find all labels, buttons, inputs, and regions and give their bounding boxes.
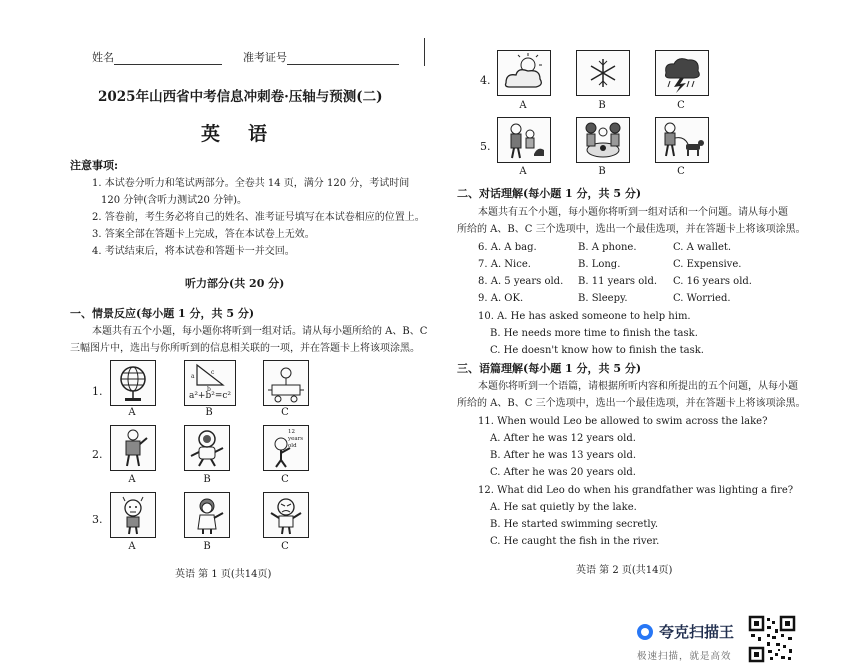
svg-text:a: a (191, 373, 195, 380)
section2-instr-2: 所给的 A、B、C 三个选项中，选出一个最佳选项，并在答题卡上将该项涂黑。 (457, 224, 806, 235)
exam-no-label: 准考证号 (243, 51, 287, 64)
section3-instr-2: 所给的 A、B、C 三个选项中，选出一个最佳选项，并在答题卡上将该项涂黑。 (457, 398, 806, 409)
choice-label-a: A (519, 100, 527, 111)
choice-label-a: A (128, 541, 136, 552)
question-number: 2. (92, 448, 103, 461)
q10-option-a[interactable]: 10. A. He has asked someone to help him. (478, 311, 691, 322)
brand-logo-icon (637, 624, 653, 640)
listening-heading: 听力部分(共 20 分) (185, 277, 285, 290)
q12-question: 12. What did Leo do when his grandfather was lighting a fire? (478, 485, 794, 496)
q9-option-c[interactable]: C. Worried. (673, 293, 731, 304)
q11-option-a[interactable]: A. After he was 12 years old. (490, 433, 636, 444)
q6-option-b[interactable]: B. A phone. (578, 242, 637, 253)
brand-name: 夸克扫描王 (659, 623, 735, 641)
exam-title: 2025年山西省中考信息冲刺卷·压轴与预测(二) (98, 89, 383, 105)
section1-heading: 一、情景反应(每小题 1 分，共 5 分) (70, 307, 255, 320)
q10-option-b[interactable]: B. He needs more time to finish the task. (490, 328, 698, 339)
question-number: 1. (92, 385, 103, 398)
choice-label-c: C (281, 474, 289, 485)
section3-instr-1: 本题你将听到一个语篇，请根据所听内容和所提出的五个问题，从每小题 (478, 381, 798, 392)
q7-option-b[interactable]: B. Long. (578, 259, 621, 270)
q10-option-c[interactable]: C. He doesn't know how to finish the task. (490, 345, 704, 356)
name-label: 姓名 (92, 51, 114, 64)
boy-age-icon[interactable] (263, 425, 309, 471)
question-number: 3. (92, 513, 103, 526)
nervous-boy-icon[interactable] (110, 492, 156, 538)
section3-heading: 三、语篇理解(每小题 1 分，共 5 分) (457, 362, 642, 375)
footer-page-1: 英语 第 1 页(共14页) (175, 569, 272, 580)
notes-item-1: 1. 本试卷分听力和笔试两部分。全卷共 14 页，满分 120 分，考试时间 (92, 178, 410, 189)
choice-label-c: C (281, 407, 289, 418)
storm-cloud-icon[interactable] (655, 50, 709, 96)
section2-instr-1: 本题共有五个小题，每小题你将听到一组对话和一个问题。请从每小题 (478, 207, 788, 218)
choice-label-b: B (598, 166, 606, 177)
physics-circuit-icon[interactable] (263, 360, 309, 406)
angry-boy-icon[interactable] (263, 492, 309, 538)
choice-label-b: B (205, 407, 213, 418)
choice-label-c: C (677, 166, 685, 177)
brand-slogan: 极速扫描，就是高效 (637, 651, 732, 662)
q11-question: 11. When would Leo be allowed to swim across the lake? (478, 416, 768, 427)
snowflake-icon[interactable] (576, 50, 630, 96)
page-2 (430, 0, 860, 670)
choice-label-c: C (281, 541, 289, 552)
q9-option-b[interactable]: B. Sleepy. (578, 293, 628, 304)
q6-option-a[interactable]: 6. A. A bag. (478, 242, 537, 253)
name-line[interactable] (114, 64, 222, 65)
question-number: 4. (480, 74, 491, 87)
formula-text: a²+b²=c² (188, 391, 232, 401)
boy-age-text: 12 years old (288, 429, 304, 449)
notes-item-1b: 120 分钟(含听力测试20 分钟)。 (101, 195, 247, 206)
man-drinking-icon[interactable] (110, 425, 156, 471)
choice-label-a: A (128, 474, 136, 485)
q11-option-b[interactable]: B. After he was 13 years old. (490, 450, 637, 461)
family-with-dog-icon[interactable] (576, 117, 630, 163)
section1-instr-2: 三幅图片中，选出与你所听到的信息相关联的一项，并在答题卡上将该项涂黑。 (70, 343, 420, 354)
q8-option-b[interactable]: B. 11 years old. (578, 276, 658, 287)
people-with-cat-icon[interactable] (497, 117, 551, 163)
choice-label-b: B (203, 541, 211, 552)
q8-option-a[interactable]: 8. A. 5 years old. (478, 276, 564, 287)
globe-icon[interactable] (110, 360, 156, 406)
notes-heading: 注意事项: (70, 159, 119, 172)
section1-instr-1: 本题共有五个小题，每小题你将听到一组对话。请从每小题所给的 A、B、C (92, 326, 428, 337)
girl-pointing-icon[interactable] (184, 492, 230, 538)
header-fields (92, 50, 399, 65)
choice-label-b: B (598, 100, 606, 111)
boy-walking-dog-icon[interactable] (655, 117, 709, 163)
section2-heading: 二、对话理解(每小题 1 分，共 5 分) (457, 187, 642, 200)
q11-option-c[interactable]: C. After he was 20 years old. (490, 467, 636, 478)
choice-label-c: C (677, 100, 685, 111)
question-number: 5. (480, 140, 491, 153)
q12-option-b[interactable]: B. He started swimming secretly. (490, 519, 659, 530)
q12-option-c[interactable]: C. He caught the fish in the river. (490, 536, 660, 547)
choice-label-b: B (203, 474, 211, 485)
q6-option-c[interactable]: C. A wallet. (673, 242, 732, 253)
choice-label-a: A (128, 407, 136, 418)
notes-item-2: 2. 答卷前，考生务必将自己的姓名、准考证号填写在本试卷相应的位置上。 (92, 212, 425, 223)
q8-option-c[interactable]: C. 16 years old. (673, 276, 752, 287)
page-divider (424, 38, 425, 66)
qr-code-icon[interactable] (748, 615, 796, 663)
sun-cloud-icon[interactable] (497, 50, 551, 96)
q12-option-a[interactable]: A. He sat quietly by the lake. (490, 502, 637, 513)
q9-option-a[interactable]: 9. A. OK. (478, 293, 524, 304)
math-formula-icon[interactable] (184, 360, 236, 406)
footer-page-2: 英语 第 2 页(共14页) (576, 565, 673, 576)
q7-option-a[interactable]: 7. A. Nice. (478, 259, 531, 270)
notes-item-3: 3. 答案全部在答题卡上完成，答在本试卷上无效。 (92, 229, 315, 240)
exam-no-line[interactable] (287, 64, 399, 65)
subject-title: 英语 (201, 123, 296, 145)
choice-label-a: A (519, 166, 527, 177)
astronaut-icon[interactable] (184, 425, 230, 471)
q7-option-c[interactable]: C. Expensive. (673, 259, 742, 270)
svg-text:b: b (207, 386, 211, 393)
svg-text:c: c (211, 369, 215, 376)
notes-item-4: 4. 考试结束后，将本试卷和答题卡一并交回。 (92, 246, 295, 257)
